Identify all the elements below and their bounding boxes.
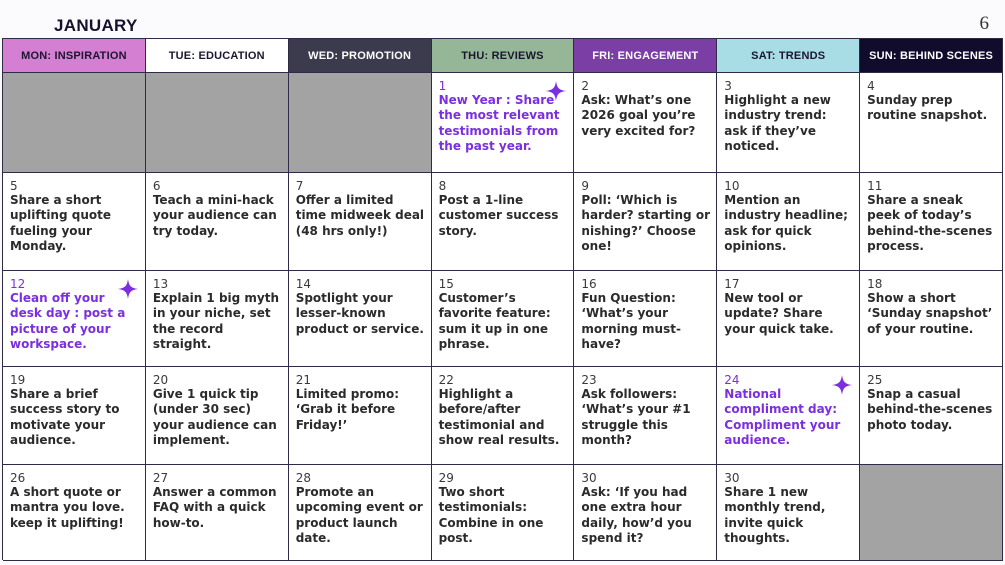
month-title: JANUARY xyxy=(54,16,138,35)
day-cell xyxy=(146,367,289,465)
empty-day-cell xyxy=(860,465,1003,561)
content-calendar-grid xyxy=(2,38,1003,560)
empty-day-cell xyxy=(289,73,432,173)
day-cell xyxy=(146,271,289,367)
special-day-cell xyxy=(432,73,575,173)
day-cell xyxy=(432,367,575,465)
weekday-header: TUE: EDUCATION xyxy=(146,39,289,73)
day-cell xyxy=(860,73,1003,173)
day-number: 16 xyxy=(581,277,597,291)
day-cell xyxy=(289,173,432,271)
sparkle-star-icon xyxy=(118,279,138,299)
day-cell xyxy=(3,367,146,465)
post-idea: Answer a common FAQ with a quick how-to. xyxy=(152,485,277,530)
day-number: 13 xyxy=(152,277,169,291)
day-number: 23 xyxy=(581,373,597,387)
day-number: 18 xyxy=(867,277,883,291)
post-idea: New Year : Share the most relevant testimonials from the past year. xyxy=(438,93,560,153)
weekday-header: MON: INSPIRATION xyxy=(3,39,146,73)
day-cell xyxy=(574,173,717,271)
post-idea: Mention an industry headline; ask for quick opinions. xyxy=(724,193,848,253)
day-cell xyxy=(3,173,146,271)
post-idea: Clean off your desk day : post a picture of your workspace. xyxy=(10,291,126,351)
sparkle-star-icon xyxy=(832,375,852,395)
day-cell xyxy=(289,271,432,367)
post-idea: Fun Question: ‘What’s your morning must-have? xyxy=(581,291,681,351)
special-day-cell xyxy=(717,367,860,465)
day-number: 7 xyxy=(295,179,304,193)
day-number: 12 xyxy=(10,277,26,291)
post-idea: Promote an upcoming event or product launch date. xyxy=(295,485,423,545)
post-idea: Post a 1-line customer success story. xyxy=(438,193,559,238)
day-cell xyxy=(3,465,146,561)
post-idea: Share a short uplifting quote fueling your Monday. xyxy=(10,193,111,253)
day-number: 15 xyxy=(438,277,454,291)
day-number: 21 xyxy=(295,373,311,387)
day-number: 25 xyxy=(867,373,883,387)
day-number: 1 xyxy=(438,79,447,93)
post-idea: Highlight a before/after testimonial and show real results. xyxy=(438,387,560,447)
post-idea: Share a sneak peek of today’s behind-the-scenes process. xyxy=(867,193,993,253)
special-day-cell xyxy=(3,271,146,367)
day-cell xyxy=(574,367,717,465)
day-number: 14 xyxy=(295,277,311,291)
post-idea: Highlight a new industry trend: ask if they’ve noticed. xyxy=(724,93,831,153)
day-number: 6 xyxy=(152,179,161,193)
page-number: 6 xyxy=(979,13,989,34)
post-idea: Ask: What’s one 2026 goal you’re very excited for? xyxy=(581,93,696,138)
post-idea: New tool or update? Share your quick take. xyxy=(724,291,834,336)
day-number: 11 xyxy=(867,179,883,193)
day-cell xyxy=(574,465,717,561)
day-cell xyxy=(860,271,1003,367)
day-number: 28 xyxy=(295,471,311,485)
post-idea: Show a short ‘Sunday snapshot’ of your routine. xyxy=(867,291,993,336)
post-idea: Offer a limited time midweek deal (48 hrs only!) xyxy=(295,193,425,238)
weekday-header: FRI: ENGAGEMENT xyxy=(574,39,717,73)
empty-day-cell xyxy=(146,73,289,173)
post-idea: Snap a casual behind-the-scenes photo today. xyxy=(867,387,993,432)
empty-day-cell xyxy=(3,73,146,173)
day-number: 19 xyxy=(10,373,26,387)
day-number: 10 xyxy=(724,179,740,193)
weekday-header: THU: REVIEWS xyxy=(432,39,575,73)
weekday-header: WED: PROMOTION xyxy=(289,39,432,73)
post-idea: Limited promo: ‘Grab it before Friday!’ xyxy=(295,387,400,432)
day-number: 22 xyxy=(438,373,454,387)
day-number: 27 xyxy=(152,471,169,485)
day-number: 4 xyxy=(867,79,875,93)
day-cell xyxy=(289,465,432,561)
sparkle-star-icon xyxy=(546,81,566,101)
post-idea: Share a brief success story to motivate your audience. xyxy=(10,387,120,447)
day-number: 20 xyxy=(152,373,169,387)
day-number: 17 xyxy=(724,277,740,291)
post-idea: Teach a mini-hack your audience can try today. xyxy=(152,193,277,238)
day-number: 26 xyxy=(10,471,26,485)
post-idea: Two short testimonials: Combine in one post. xyxy=(438,485,544,545)
day-cell xyxy=(289,367,432,465)
day-cell xyxy=(574,271,717,367)
post-idea: Ask: ‘If you had one extra hour daily, how’d you spend it? xyxy=(581,485,692,545)
post-idea: Give 1 quick tip (under 30 sec) your audience can implement. xyxy=(152,387,277,447)
post-idea: Poll: ‘Which is harder? starting or nishing?’ Choose one! xyxy=(581,193,710,253)
post-idea: Sunday prep routine snapshot. xyxy=(867,93,988,123)
post-idea: A short quote or mantra you love. keep it uplifting! xyxy=(10,485,125,530)
day-number: 9 xyxy=(581,179,590,193)
post-idea: Customer’s favorite feature: sum it up in one phrase. xyxy=(438,291,551,351)
day-cell xyxy=(717,173,860,271)
post-idea: National compliment day: Compliment your audience. xyxy=(724,387,841,447)
day-cell xyxy=(860,173,1003,271)
day-cell xyxy=(432,271,575,367)
post-idea: Share 1 new monthly trend, invite quick thoughts. xyxy=(724,485,826,545)
post-idea: Ask followers: ‘What’s your #1 struggle this month? xyxy=(581,387,691,447)
day-number: 29 xyxy=(438,471,454,485)
weekday-header: SAT: TRENDS xyxy=(717,39,860,73)
day-number: 8 xyxy=(438,179,447,193)
day-cell xyxy=(717,271,860,367)
day-cell xyxy=(146,465,289,561)
day-cell xyxy=(717,465,860,561)
day-number: 3 xyxy=(724,79,732,93)
day-cell xyxy=(717,73,860,173)
day-cell xyxy=(146,173,289,271)
day-cell xyxy=(432,465,575,561)
day-cell xyxy=(432,173,575,271)
weekday-header: SUN: BEHIND SCENES xyxy=(860,39,1003,73)
day-number: 30 xyxy=(724,471,740,485)
day-number: 2 xyxy=(581,79,590,93)
day-cell xyxy=(860,367,1003,465)
post-idea: Explain 1 big myth in your niche, set the record straight. xyxy=(152,291,280,351)
day-cell xyxy=(574,73,717,173)
post-idea: Spotlight your lesser-known product or service. xyxy=(295,291,424,336)
day-number: 5 xyxy=(10,179,18,193)
day-number: 24 xyxy=(724,373,740,387)
day-number: 30 xyxy=(581,471,597,485)
